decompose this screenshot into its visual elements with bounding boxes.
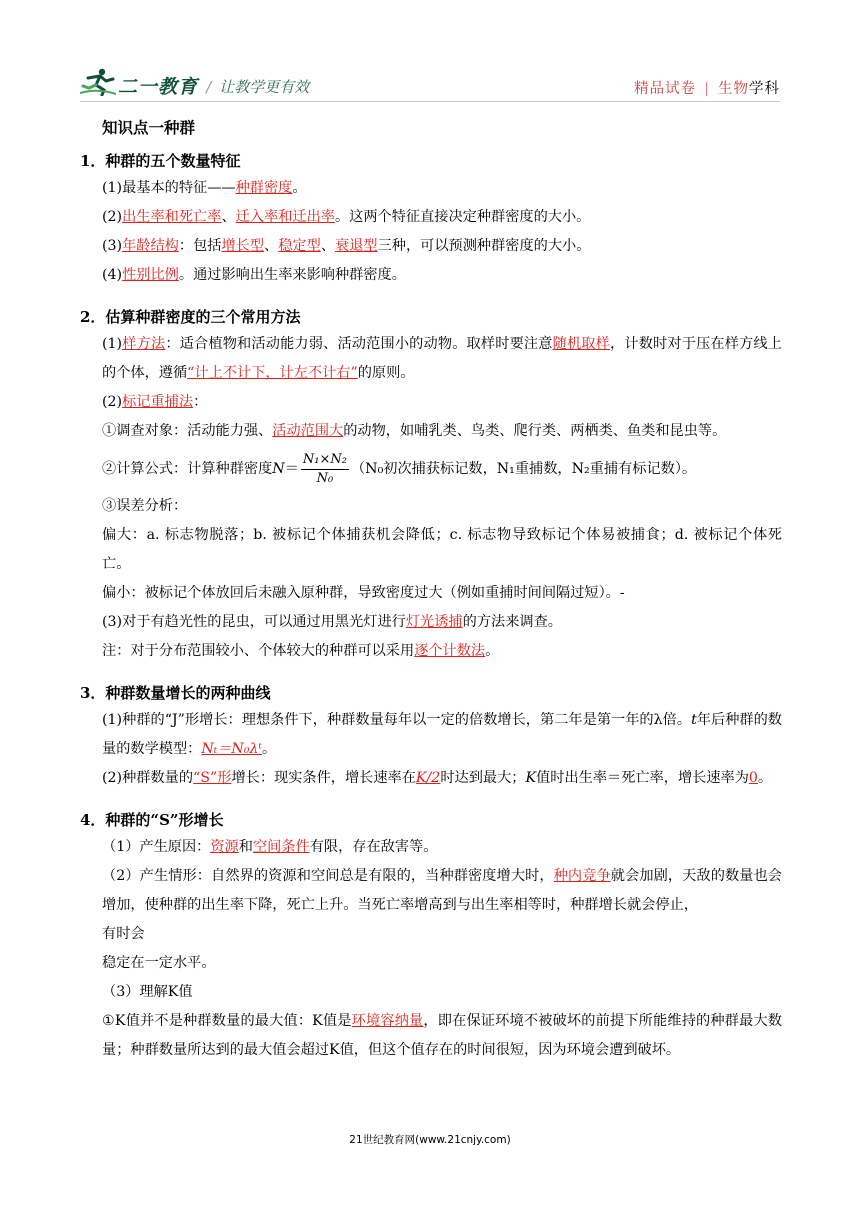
knowledge-point-title: 知识点一种群 [102, 118, 196, 137]
s4-para-3: （3）理解K值 [102, 984, 193, 1000]
s4-para-4: ①K值并不是种群数量的最大值：K值是环境容纳量，即在保证环境不被破坏的前提下所能维持的种群最大数量；种群数量所达到的最大值会超过K值，但这个值存在的时间很短，因为环境会遭到破坏。 [102, 1013, 782, 1058]
page-footer: 21世纪教育网(www.21cnjy.com) [349, 1134, 511, 1146]
runner-logo-icon [80, 68, 116, 96]
s3-para-2: (2)种群数量的“S”形增长：现实条件，增长速率在K/2时达到最大；K值时出生率＝死亡率，增长速率为0。 [102, 770, 773, 786]
header-divider [80, 101, 780, 102]
document-body [80, 112, 782, 1065]
logo-text: 二一教育 [118, 76, 199, 98]
subject-label: 精品试卷 | 生物学科 [634, 81, 780, 97]
section-4-title: 4．种群的“S”形增长 [80, 811, 224, 829]
s1-line-2: (2)出生率和死亡率、迁入率和迁出率。这两个特征直接决定种群密度的大小。 [102, 209, 591, 225]
s2-para-2: (2)标记重捕法： [102, 394, 208, 410]
s1-line-4: (4)性别比例。通过影响出生率来影响种群密度。 [102, 267, 406, 283]
s3-para-1: (1)种群的“J”形增长：理想条件下，种群数量每年以一定的倍数增长，第二年是第一年的λ倍。t年后种群的数量的数学模型：Nₜ＝N₀λᵗ。 [102, 712, 782, 757]
s1-line-1: (1)最基本的特征——种群密度。 [102, 180, 307, 196]
section-3-title: 3．种群数量增长的两种曲线 [80, 684, 271, 702]
s2-para-9: 注：对于分布范围较小、个体较大的种群可以采用逐个计数法。 [102, 643, 500, 659]
s2-para-7: 偏小：被标记个体放回后未融入原种群，导致密度过大（例如重捕时间间隔过短）。- [102, 585, 625, 601]
s4-para-2-line-4: 稳定在一定水平。 [102, 955, 216, 971]
s2-para-3: ①调查对象：活动能力强、活动范围大的动物，如哺乳类、鸟类、爬行类、两栖类、鱼类和昆虫等。 [102, 423, 727, 439]
page-header [80, 64, 780, 104]
s2-para-5: ③误差分析： [102, 498, 188, 514]
slogan: / 让教学更有效 [206, 78, 310, 96]
s1-line-3: (3)年龄结构：包括增长型、稳定型、衰退型三种，可以预测种群密度的大小。 [102, 238, 591, 254]
s4-para-1: （1）产生原因：资源和空间条件有限，存在敌害等。 [102, 839, 438, 855]
s4-para-2: （2）产生情形：自然界的资源和空间总是有限的，当种群密度增大时，种内竞争就会加剧，天敌的数量也会增加，使种群的出生率下降，死亡上升。当死亡率增高到与出生率相等时，种群增长就会停止， [102, 868, 782, 913]
section-1-title: 1．种群的五个数量特征 [80, 152, 241, 170]
s2-para-8: (3)对于有趋光性的昆虫，可以通过用黑光灯进行灯光诱捕的方法来调查。 [102, 614, 562, 630]
s2-para-6: 偏大：a. 标志物脱落；b. 被标记个体捕获机会降低；c. 标志物导致标记个体易被捕食；d. 被标记个体死亡。 [102, 527, 782, 572]
s4-para-2-line-3: 有时会 [102, 926, 145, 942]
section-2-title: 2．估算种群密度的三个常用方法 [80, 308, 301, 326]
density-fraction: $\frac{\text{N₁×N₂}}{\text{N₀}}$ [302, 451, 347, 486]
s2-para-1: (1)样方法：适合植物和活动能力弱、活动范围小的动物。取样时要注意随机取样，计数时对于压在样方线上的个体，遵循“计上不计下，计左不计右”的原则。 [102, 336, 782, 381]
s2-formula: ②计算公式：计算种群密度N＝ $\frac{\text{N₁×N₂}}{\text{N₀}}$ （N₀初次捕获标记数，N₁重捕数，N₂重捕有标记数）。 [102, 451, 697, 486]
